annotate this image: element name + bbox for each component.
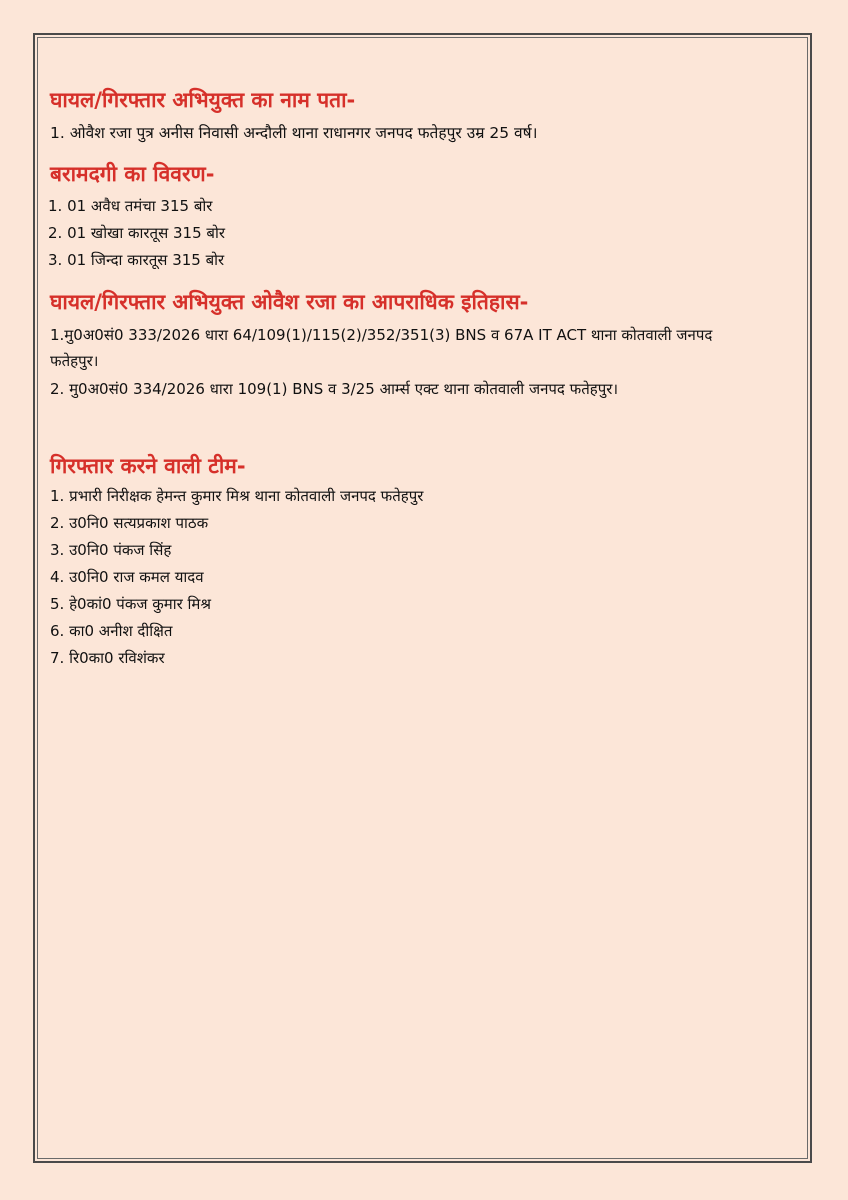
accused-detail: 1. ओवैश रजा पुत्र अनीस निवासी अन्दौली थाना राधानगर जनपद फतेहपुर उम्र 25 वर्ष। (50, 124, 538, 142)
recovery-heading: बरामदगी का विवरण- (50, 162, 215, 186)
accused-heading: घायल/गिरफ्तार अभियुक्त का नाम पता- (50, 88, 356, 112)
criminal-history-heading: घायल/गिरफ्तार अभियुक्त ओवैश रजा का आपराधिक इतिहास- (50, 290, 529, 314)
team-member: 4. उ0नि0 राज कमल यादव (50, 568, 204, 586)
team-member: 7. रि0का0 रविशंकर (50, 649, 165, 667)
team-list (50, 485, 423, 674)
arrest-team-heading: गिरफ्तार करने वाली टीम- (50, 454, 246, 478)
recovery-item: 2. 01 खोखा कारतूस 315 बोर (48, 224, 225, 242)
recovery-item: 1. 01 अवैध तमंचा 315 बोर (48, 197, 213, 215)
history-item-1: 1.मु0अ0सं0 333/2026 धारा 64/109(1)/115(2)/352/351(3) BNS व 67A IT ACT थाना कोतवाली जनपद (50, 326, 713, 344)
team-member: 2. उ0नि0 सत्यप्रकाश पाठक (50, 514, 209, 532)
team-member: 5. हे0कां0 पंकज कुमार मिश्र (50, 595, 211, 613)
team-member: 1. प्रभारी निरीक्षक हेमन्त कुमार मिश्र थाना कोतवाली जनपद फतेहपुर (50, 487, 424, 505)
recovery-list (48, 195, 225, 276)
team-member: 6. का0 अनीश दीक्षित (50, 622, 173, 640)
history-item-2: 2. मु0अ0सं0 334/2026 धारा 109(1) BNS व 3/25 आर्म्स एक्ट थाना कोतवाली जनपद फतेहपुर। (50, 380, 619, 398)
history-item-1-cont: फतेहपुर। (50, 352, 99, 370)
team-member: 3. उ0नि0 पंकज सिंह (50, 541, 172, 559)
recovery-item: 3. 01 जिन्दा कारतूस 315 बोर (48, 251, 225, 269)
